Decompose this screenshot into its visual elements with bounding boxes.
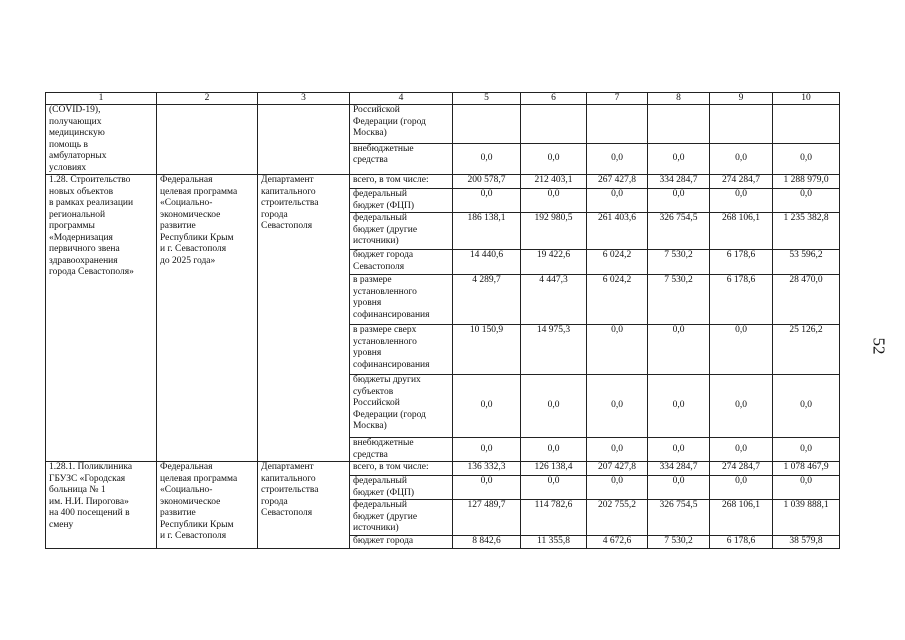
value-cell: 38 579,8 [773,535,840,548]
page-number: 52 [869,337,889,355]
value-cell: 0,0 [521,438,587,462]
value-cell: 200 578,7 [453,175,521,189]
value-cell: 6 178,6 [710,250,773,275]
header-row [46,93,840,105]
header-cell: 8 [648,93,710,105]
value-cell: 25 126,2 [773,325,840,375]
funding-source-cell [350,438,453,462]
value-cell: 7 530,2 [648,275,710,325]
header-cell: 3 [258,93,350,105]
value-cell: 0,0 [648,143,710,174]
funding-source-cell [350,375,453,438]
value-cell: 186 138,1 [453,213,521,250]
value-cell: 268 106,1 [710,213,773,250]
executor-cell [258,175,350,462]
table-row [46,105,840,144]
value-cell: 0,0 [710,375,773,438]
value-cell: 4 672,6 [587,535,648,548]
funding-source-cell [350,189,453,213]
program-item-cell [46,175,157,462]
program-name-cell [157,462,258,549]
value-cell: 114 782,6 [521,500,587,536]
program-item-text: (COVID-19), получающих медицинскую помощь в амбулаторных условиях [49,105,107,173]
funding-source-cell [350,500,453,536]
program-name-cell [157,105,258,175]
value-cell: 4 289,7 [453,275,521,325]
value-cell: 0,0 [453,438,521,462]
funding-source-label: бюджеты других субъектов Российской Федерации (город Москва) [353,375,426,431]
value-cell: 0,0 [773,476,840,500]
value-cell: 0,0 [710,476,773,500]
value-cell: 212 403,1 [521,175,587,189]
value-cell: 0,0 [521,189,587,213]
value-cell: 0,0 [521,143,587,174]
value-cell: 136 332,3 [453,462,521,476]
value-cell: 0,0 [453,476,521,500]
value-cell [710,105,773,144]
funding-source-label: в размере установленного уровня софинансирования [353,275,430,320]
funding-source-cell [350,250,453,275]
value-cell [521,105,587,144]
value-cell: 0,0 [710,325,773,375]
funding-source-label: Российской Федерации (город Москва) [353,105,426,138]
value-cell: 0,0 [521,476,587,500]
program-name-text: Федеральная целевая программа «Социально- экономическое развитие Республики Крым и г. Севастополя до 2025 года» [160,175,238,266]
value-cell: 0,0 [710,189,773,213]
value-cell: 0,0 [710,438,773,462]
value-cell: 0,0 [648,189,710,213]
value-cell: 10 150,9 [453,325,521,375]
budget-table [45,92,840,549]
value-cell: 0,0 [453,143,521,174]
value-cell: 1 078 467,9 [773,462,840,476]
value-cell: 28 470,0 [773,275,840,325]
value-cell: 1 288 979,0 [773,175,840,189]
value-cell: 7 530,2 [648,535,710,548]
value-cell: 0,0 [453,375,521,438]
header-cell: 6 [521,93,587,105]
value-cell [453,105,521,144]
value-cell: 274 284,7 [710,462,773,476]
funding-source-label: всего, в том числе: [353,175,429,185]
value-cell: 0,0 [773,143,840,174]
program-item-cell [46,105,157,175]
value-cell: 0,0 [587,375,648,438]
value-cell: 6 024,2 [587,250,648,275]
value-cell: 202 755,2 [587,500,648,536]
value-cell [587,105,648,144]
value-cell: 0,0 [773,375,840,438]
header-cell: 5 [453,93,521,105]
funding-source-label: бюджет города [353,535,414,546]
value-cell: 0,0 [587,438,648,462]
table-row [46,175,840,189]
funding-source-label: федеральный бюджет (ФЦП) [353,189,415,211]
value-cell: 326 754,5 [648,500,710,536]
program-name-cell [157,175,258,462]
funding-source-label: в размере сверх установленного уровня софинансирования [353,325,430,370]
value-cell: 261 403,6 [587,213,648,250]
value-cell: 6 024,2 [587,275,648,325]
value-cell: 0,0 [587,325,648,375]
program-item-cell [46,462,157,549]
program-name-text: Федеральная целевая программа «Социально- экономическое развитие Республики Крым и г. Севастополя [160,462,238,541]
funding-source-cell [350,325,453,375]
value-cell: 1 235 382,8 [773,213,840,250]
value-cell: 0,0 [648,375,710,438]
value-cell: 1 039 888,1 [773,500,840,536]
value-cell: 6 178,6 [710,535,773,548]
value-cell: 334 284,7 [648,462,710,476]
value-cell: 11 355,8 [521,535,587,548]
value-cell: 4 447,3 [521,275,587,325]
funding-source-cell [350,143,453,174]
funding-source-cell [350,213,453,250]
value-cell: 207 427,8 [587,462,648,476]
value-cell: 0,0 [648,438,710,462]
value-cell: 274 284,7 [710,175,773,189]
header-cell: 2 [157,93,258,105]
funding-source-label: внебюджетные средства [353,143,414,166]
value-cell: 334 284,7 [648,175,710,189]
value-cell: 0,0 [648,476,710,500]
value-cell: 19 422,6 [521,250,587,275]
value-cell: 53 596,2 [773,250,840,275]
funding-source-label: бюджет города Севастополя [353,250,414,272]
funding-source-cell [350,535,453,548]
value-cell: 326 754,5 [648,213,710,250]
value-cell: 126 138,4 [521,462,587,476]
header-cell: 7 [587,93,648,105]
executor-cell [258,105,350,175]
funding-source-label: всего, в том числе: [353,462,429,472]
value-cell: 0,0 [773,438,840,462]
value-cell: 267 427,8 [587,175,648,189]
value-cell: 127 489,7 [453,500,521,536]
value-cell: 14 975,3 [521,325,587,375]
header-cell: 1 [46,93,157,105]
header-cell: 10 [773,93,840,105]
program-item-text: 1.28. Строительство новых объектов в рамках реализации региональной программы «Модернизация первичного звена здравоохранения города Севастополя» [49,175,134,277]
executor-text: Департамент капитального строительства города Севастополя [261,175,319,231]
value-cell: 0,0 [710,143,773,174]
funding-source-cell [350,105,453,144]
header-cell: 9 [710,93,773,105]
value-cell: 0,0 [587,143,648,174]
executor-text: Департамент капитального строительства города Севастополя [261,462,319,518]
value-cell: 6 178,6 [710,275,773,325]
funding-source-cell [350,275,453,325]
value-cell: 7 530,2 [648,250,710,275]
program-item-text: 1.28.1. Поликлиника ГБУЗС «Городская больница № 1 им. Н.И. Пирогова» на 400 посещений в смену [49,462,133,530]
funding-source-label: федеральный бюджет (другие источники) [353,500,418,533]
funding-source-cell [350,476,453,500]
executor-cell [258,462,350,549]
value-cell: 192 980,5 [521,213,587,250]
value-cell: 8 842,6 [453,535,521,548]
table-row [46,462,840,476]
value-cell: 0,0 [587,189,648,213]
value-cell: 0,0 [453,189,521,213]
value-cell: 0,0 [648,325,710,375]
funding-source-cell [350,175,453,189]
funding-source-label: федеральный бюджет (другие источники) [353,213,418,246]
value-cell: 268 106,1 [710,500,773,536]
value-cell: 0,0 [521,375,587,438]
funding-source-cell [350,462,453,476]
value-cell: 14 440,6 [453,250,521,275]
funding-source-label: федеральный бюджет (ФЦП) [353,476,415,498]
value-cell [648,105,710,144]
value-cell [773,105,840,144]
value-cell: 0,0 [587,476,648,500]
header-cell: 4 [350,93,453,105]
value-cell: 0,0 [773,189,840,213]
funding-source-label: внебюджетные средства [353,438,414,460]
